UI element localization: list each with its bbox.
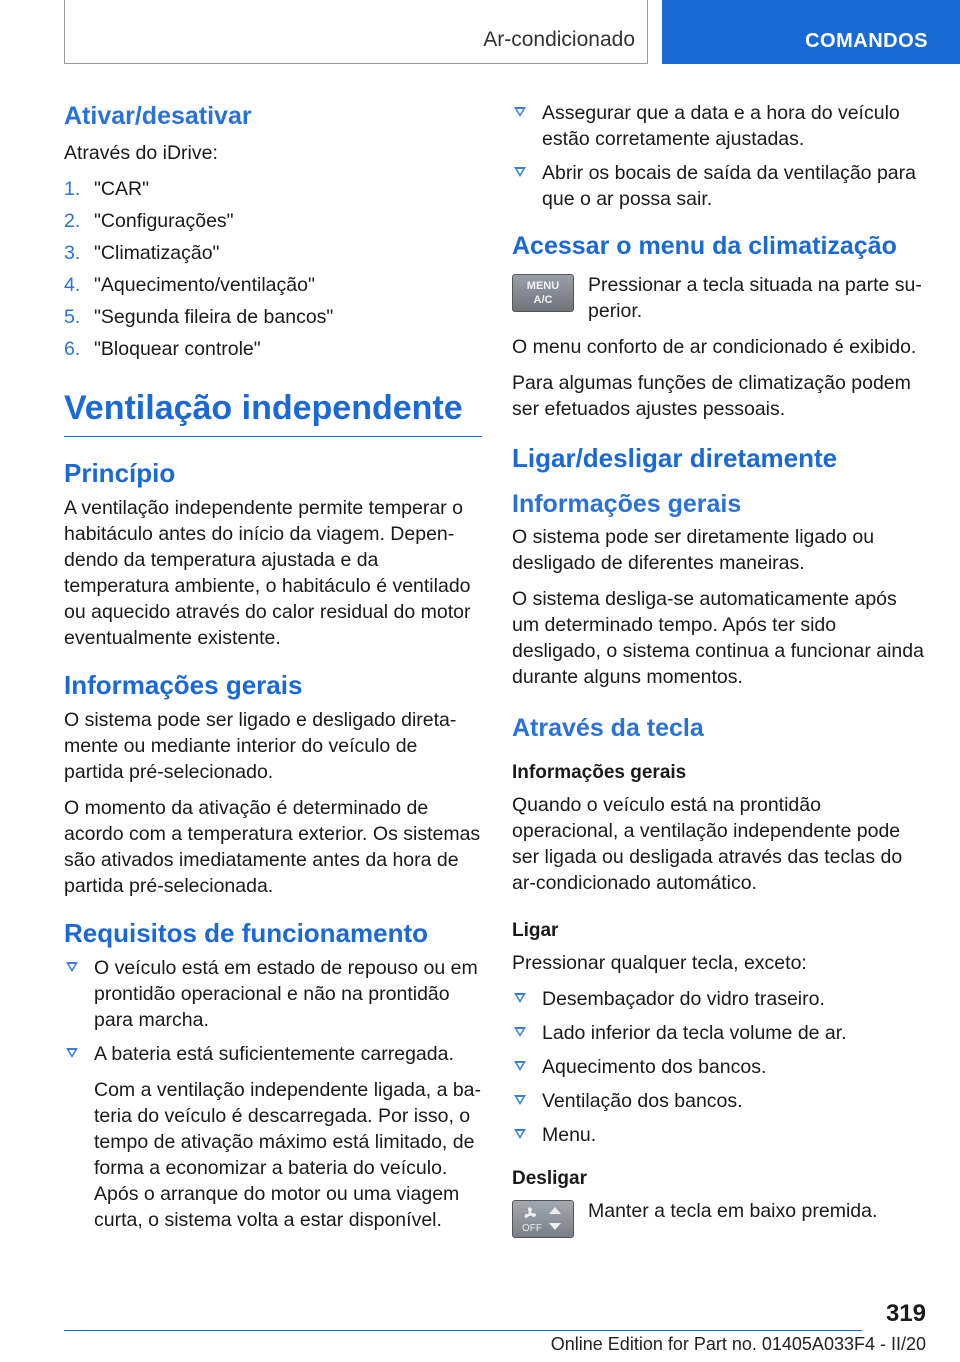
idrive-steps-list — [64, 176, 482, 362]
footer-edition: Online Edition for Part no. 01405A033F4 - II/20 — [550, 1334, 926, 1354]
list-item-text: A bateria está suficientemente carregada. — [94, 1043, 454, 1065]
triangle-bullet-icon — [514, 993, 526, 1003]
triangle-bullet-icon — [66, 1048, 78, 1058]
fan-key-row — [512, 1198, 926, 1250]
list-item — [512, 1122, 926, 1148]
triangle-bullet-icon — [514, 1095, 526, 1105]
list-item — [512, 1054, 926, 1080]
step-number: 6. — [64, 338, 81, 360]
subheading-ligar: Ligar — [512, 920, 559, 941]
heading-informacoes-gerais: Informações gerais — [64, 670, 303, 700]
menu-ac-key-icon — [512, 274, 574, 312]
step-text: "Aquecimento/ventilação" — [94, 274, 315, 296]
subheading-desligar: Desligar — [512, 1168, 587, 1189]
list-item-text: Assegurar que a data e a hora do veículo estão corretamente ajustadas. — [542, 102, 900, 150]
step-number: 5. — [64, 306, 81, 328]
list-item — [64, 272, 482, 298]
paragraph-bateria: Com a ventilação independente ligada, a bateria do veículo é descarregada. Por isso, o tempo de ativação máximo está limitado, de forma a economizar a bateria do veículo. Após o arranque do motor ou uma viagem curta, o sistema volta a estar disponível. — [94, 1079, 482, 1231]
heading-ventilacao-independente: Ventilação independente — [64, 384, 482, 437]
list-item — [64, 336, 482, 362]
triangle-bullet-icon — [514, 1061, 526, 1071]
list-item — [512, 1088, 926, 1114]
header-chapter-box — [662, 0, 960, 64]
list-item-text: Desembaçador do vidro traseiro. — [542, 988, 825, 1010]
step-number: 2. — [64, 210, 81, 232]
triangle-bullet-icon — [514, 1027, 526, 1037]
ligar-exceptions-list — [512, 986, 926, 1148]
subheading-info-gerais: Informações gerais — [512, 762, 687, 783]
list-item-text: Aquecimento dos bancos. — [542, 1056, 767, 1078]
paragraph-menu-exibido: O menu conforto de ar condicionado é exibido. — [512, 336, 917, 358]
triangle-bullet-icon — [514, 1129, 526, 1139]
step-text: "CAR" — [94, 178, 150, 200]
menu-key-row — [512, 272, 926, 324]
heading-ativar: Ativar/desativar — [64, 102, 252, 130]
heading-ligar-desligar: Ligar/desligar diretamente — [512, 443, 838, 473]
paragraph-algumas-funcoes: Para algumas funções de climatização podem ser efetuados ajustes pessoais. — [512, 372, 911, 420]
triangle-bullet-icon — [514, 167, 526, 177]
heading-atraves-tecla: Através da tecla — [512, 714, 704, 742]
paragraph-info-right-1: O sistema pode ser diretamente ligado ou desligado de diferentes maneiras. — [512, 526, 875, 574]
list-item-text: Menu. — [542, 1124, 597, 1146]
menu-key-label-ac: A/C — [533, 294, 553, 306]
paragraph-tecla: Quando o veículo está na prontidão operacional, a ventilação independente pode ser ligada ou desligada através das teclas do ar-condicionado automático. — [512, 794, 903, 894]
list-item — [512, 100, 926, 152]
list-item — [64, 176, 482, 202]
paragraph-info-2: O momento da ativação é determinado de acordo com a temperatura exterior. Os sistemas são ativados imediatamente antes da hora de partida pré-selecionada. — [64, 797, 481, 897]
list-item — [64, 208, 482, 234]
step-number: 1. — [64, 178, 81, 200]
left-column — [64, 100, 482, 1243]
paragraph-pressionar: Pressionar a tecla situada na parte superior. — [588, 274, 922, 322]
header-section-title: Ar-condicionado — [483, 28, 635, 51]
fan-key-off-label: OFF — [522, 1223, 542, 1234]
list-item-text: Ventilação dos bancos. — [542, 1090, 743, 1112]
list-item — [64, 240, 482, 266]
heading-acessar-menu: Acessar o menu da climatização — [512, 232, 897, 260]
heading-principio: Princípio — [64, 458, 176, 488]
requisitos-list-continued — [512, 100, 926, 212]
header-chapter-title: COMANDOS — [805, 30, 928, 52]
paragraph-info-right-2: O sistema desliga-se automaticamente após um determinado tempo. Após ter sido desligado, o sistema continua a funcionar ainda durante alguns momentos. — [512, 588, 924, 688]
paragraph-atraves: Através do iDrive: — [64, 142, 218, 164]
step-number: 3. — [64, 242, 81, 264]
paragraph-ligar: Pressionar qualquer tecla, exceto: — [512, 952, 807, 974]
triangle-bullet-icon — [66, 962, 78, 972]
heading-informacoes-gerais-right: Informações gerais — [512, 490, 742, 518]
list-item — [64, 304, 482, 330]
page-number: 319 — [885, 1300, 926, 1327]
triangle-bullet-icon — [514, 107, 526, 117]
paragraph-principio: A ventilação independente permite temperar o habitáculo antes do início da viagem. Dependendo da temperatura ajustada e da temperatura ambiente, o habitáculo é ventilado ou aquecido através do calor residual do motor eventualmente existente. — [64, 497, 471, 649]
step-text: "Configurações" — [94, 210, 234, 232]
step-text: "Bloquear controle" — [94, 338, 261, 360]
step-text: "Segunda fileira de bancos" — [94, 306, 334, 328]
fan-off-key-icon — [512, 1200, 574, 1238]
footer-divider — [64, 1330, 862, 1331]
header-section-box — [64, 0, 648, 64]
list-item — [64, 955, 482, 1033]
menu-key-label: MENU — [526, 280, 560, 292]
requisitos-list — [64, 955, 482, 1067]
list-item-text: O veículo está em estado de repouso ou em prontidão operacional e não na prontidão para marcha. — [94, 957, 478, 1031]
step-text: "Climatização" — [94, 242, 220, 264]
paragraph-info-1: O sistema pode ser ligado e desligado diretamente ou mediante interior do veículo de partida pré-selecionado. — [64, 709, 457, 783]
step-number: 4. — [64, 274, 81, 296]
list-item — [512, 160, 926, 212]
list-item-text: Lado inferior da tecla volume de ar. — [542, 1022, 847, 1044]
list-item — [64, 1041, 482, 1067]
list-item — [512, 986, 926, 1012]
heading-requisitos: Requisitos de funcionamento — [64, 918, 429, 948]
list-item-text: Abrir os bocais de saída da ventilação para que o ar possa sair. — [542, 162, 916, 210]
paragraph-desligar: Manter a tecla em baixo premida. — [588, 1200, 878, 1222]
list-item — [512, 1020, 926, 1046]
right-column — [512, 100, 926, 1260]
